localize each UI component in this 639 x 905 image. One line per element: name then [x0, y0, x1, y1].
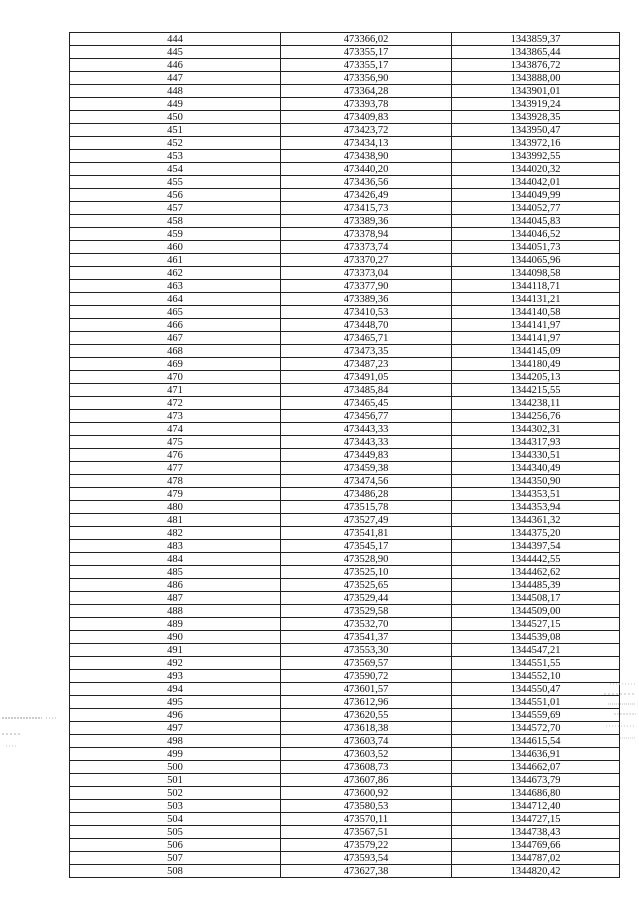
point-number-cell: 487	[70, 592, 281, 605]
y-coordinate-cell: 1344302,31	[452, 423, 620, 436]
y-coordinate-cell: 1344145,09	[452, 345, 620, 358]
point-number-cell: 485	[70, 566, 281, 579]
y-coordinate-cell: 1344180,49	[452, 358, 620, 371]
x-coordinate-cell: 473570,11	[281, 813, 452, 826]
y-coordinate-cell: 1343865,44	[452, 46, 620, 59]
y-coordinate-cell: 1344397,54	[452, 540, 620, 553]
point-number-cell: 472	[70, 397, 281, 410]
point-number-cell: 478	[70, 475, 281, 488]
y-coordinate-cell: 1344215,55	[452, 384, 620, 397]
table-row	[70, 553, 620, 566]
point-number-cell: 484	[70, 553, 281, 566]
table-row	[70, 202, 620, 215]
y-coordinate-cell: 1344572,70	[452, 722, 620, 735]
x-coordinate-cell: 473370,27	[281, 254, 452, 267]
x-coordinate-cell: 473474,56	[281, 475, 452, 488]
point-number-cell: 497	[70, 722, 281, 735]
x-coordinate-cell: 473580,53	[281, 800, 452, 813]
x-coordinate-cell: 473473,35	[281, 345, 452, 358]
x-coordinate-cell: 473415,73	[281, 202, 452, 215]
y-coordinate-cell: 1344712,40	[452, 800, 620, 813]
x-coordinate-cell: 473410,53	[281, 306, 452, 319]
point-number-cell: 503	[70, 800, 281, 813]
point-number-cell: 458	[70, 215, 281, 228]
y-coordinate-cell: 1343901,01	[452, 85, 620, 98]
point-number-cell: 494	[70, 683, 281, 696]
table-row	[70, 397, 620, 410]
y-coordinate-cell: 1344098,58	[452, 267, 620, 280]
point-number-cell: 495	[70, 696, 281, 709]
y-coordinate-cell: 1344361,32	[452, 514, 620, 527]
x-coordinate-cell: 473491,05	[281, 371, 452, 384]
point-number-cell: 446	[70, 59, 281, 72]
point-number-cell: 455	[70, 176, 281, 189]
point-number-cell: 459	[70, 228, 281, 241]
table-row	[70, 137, 620, 150]
point-number-cell: 457	[70, 202, 281, 215]
x-coordinate-cell: 473486,28	[281, 488, 452, 501]
table-row	[70, 98, 620, 111]
x-coordinate-cell: 473620,55	[281, 709, 452, 722]
table-row	[70, 215, 620, 228]
y-coordinate-cell: 1344052,77	[452, 202, 620, 215]
y-coordinate-cell: 1343859,37	[452, 33, 620, 46]
point-number-cell: 450	[70, 111, 281, 124]
point-number-cell: 492	[70, 657, 281, 670]
x-coordinate-cell: 473393,78	[281, 98, 452, 111]
y-coordinate-cell: 1344140,58	[452, 306, 620, 319]
table-row	[70, 358, 620, 371]
y-coordinate-cell: 1344636,91	[452, 748, 620, 761]
table-row	[70, 592, 620, 605]
x-coordinate-cell: 473525,10	[281, 566, 452, 579]
table-row	[70, 579, 620, 592]
x-coordinate-cell: 473456,77	[281, 410, 452, 423]
y-coordinate-cell: 1344787,02	[452, 852, 620, 865]
table-row	[70, 657, 620, 670]
y-coordinate-cell: 1343972,16	[452, 137, 620, 150]
y-coordinate-cell: 1344118,71	[452, 280, 620, 293]
y-coordinate-cell: 1344353,51	[452, 488, 620, 501]
y-coordinate-cell: 1344662,07	[452, 761, 620, 774]
point-number-cell: 445	[70, 46, 281, 59]
table-row	[70, 683, 620, 696]
point-number-cell: 477	[70, 462, 281, 475]
y-coordinate-cell: 1344442,55	[452, 553, 620, 566]
x-coordinate-cell: 473569,57	[281, 657, 452, 670]
y-coordinate-cell: 1344042,01	[452, 176, 620, 189]
y-coordinate-cell: 1344485,39	[452, 579, 620, 592]
y-coordinate-cell: 1344065,96	[452, 254, 620, 267]
x-coordinate-cell: 473440,20	[281, 163, 452, 176]
x-coordinate-cell: 473443,33	[281, 423, 452, 436]
x-coordinate-cell: 473601,57	[281, 683, 452, 696]
table-row	[70, 800, 620, 813]
y-coordinate-cell: 1343919,24	[452, 98, 620, 111]
x-coordinate-cell: 473373,04	[281, 267, 452, 280]
y-coordinate-cell: 1344317,93	[452, 436, 620, 449]
table-row	[70, 306, 620, 319]
table-row	[70, 566, 620, 579]
point-number-cell: 488	[70, 605, 281, 618]
y-coordinate-cell: 1344131,21	[452, 293, 620, 306]
point-number-cell: 468	[70, 345, 281, 358]
table-row	[70, 735, 620, 748]
table-row	[70, 722, 620, 735]
point-number-cell: 489	[70, 618, 281, 631]
point-number-cell: 454	[70, 163, 281, 176]
table-row	[70, 501, 620, 514]
table-row	[70, 384, 620, 397]
point-number-cell: 470	[70, 371, 281, 384]
x-coordinate-cell: 473426,49	[281, 189, 452, 202]
point-number-cell: 481	[70, 514, 281, 527]
y-coordinate-cell: 1344256,76	[452, 410, 620, 423]
x-coordinate-cell: 473612,96	[281, 696, 452, 709]
y-coordinate-cell: 1343950,47	[452, 124, 620, 137]
y-coordinate-cell: 1344238,11	[452, 397, 620, 410]
point-number-cell: 482	[70, 527, 281, 540]
table-row	[70, 436, 620, 449]
y-coordinate-cell: 1344141,97	[452, 332, 620, 345]
x-coordinate-cell: 473465,45	[281, 397, 452, 410]
table-row	[70, 488, 620, 501]
x-coordinate-cell: 473545,17	[281, 540, 452, 553]
x-coordinate-cell: 473485,84	[281, 384, 452, 397]
x-coordinate-cell: 473459,38	[281, 462, 452, 475]
point-number-cell: 471	[70, 384, 281, 397]
x-coordinate-cell: 473529,44	[281, 592, 452, 605]
point-number-cell: 490	[70, 631, 281, 644]
y-coordinate-cell: 1344551,01	[452, 696, 620, 709]
point-number-cell: 496	[70, 709, 281, 722]
table-row	[70, 59, 620, 72]
x-coordinate-cell: 473355,17	[281, 46, 452, 59]
y-coordinate-cell: 1343928,35	[452, 111, 620, 124]
point-number-cell: 499	[70, 748, 281, 761]
y-coordinate-cell: 1344559,69	[452, 709, 620, 722]
coordinates-table	[69, 32, 620, 878]
coordinates-table-body	[70, 33, 620, 878]
point-number-cell: 500	[70, 761, 281, 774]
y-coordinate-cell: 1344615,54	[452, 735, 620, 748]
point-number-cell: 479	[70, 488, 281, 501]
x-coordinate-cell: 473443,33	[281, 436, 452, 449]
y-coordinate-cell: 1344375,20	[452, 527, 620, 540]
x-coordinate-cell: 473529,58	[281, 605, 452, 618]
table-row	[70, 761, 620, 774]
x-coordinate-cell: 473567,51	[281, 826, 452, 839]
table-row	[70, 475, 620, 488]
table-row	[70, 618, 620, 631]
y-coordinate-cell: 1344508,17	[452, 592, 620, 605]
x-coordinate-cell: 473355,17	[281, 59, 452, 72]
point-number-cell: 463	[70, 280, 281, 293]
point-number-cell: 448	[70, 85, 281, 98]
x-coordinate-cell: 473465,71	[281, 332, 452, 345]
table-row	[70, 254, 620, 267]
y-coordinate-cell: 1344020,32	[452, 163, 620, 176]
point-number-cell: 469	[70, 358, 281, 371]
table-row	[70, 46, 620, 59]
point-number-cell: 444	[70, 33, 281, 46]
y-coordinate-cell: 1344350,90	[452, 475, 620, 488]
x-coordinate-cell: 473448,70	[281, 319, 452, 332]
table-row	[70, 267, 620, 280]
point-number-cell: 506	[70, 839, 281, 852]
x-coordinate-cell: 473553,30	[281, 644, 452, 657]
table-row	[70, 644, 620, 657]
point-number-cell: 476	[70, 449, 281, 462]
point-number-cell: 493	[70, 670, 281, 683]
x-coordinate-cell: 473532,70	[281, 618, 452, 631]
table-row	[70, 696, 620, 709]
y-coordinate-cell: 1343876,72	[452, 59, 620, 72]
x-coordinate-cell: 473449,83	[281, 449, 452, 462]
point-number-cell: 466	[70, 319, 281, 332]
table-row	[70, 124, 620, 137]
point-number-cell: 508	[70, 865, 281, 878]
table-row	[70, 319, 620, 332]
table-row	[70, 293, 620, 306]
y-coordinate-cell: 1344738,43	[452, 826, 620, 839]
point-number-cell: 505	[70, 826, 281, 839]
point-number-cell: 451	[70, 124, 281, 137]
y-coordinate-cell: 1343888,00	[452, 72, 620, 85]
x-coordinate-cell: 473436,56	[281, 176, 452, 189]
point-number-cell: 498	[70, 735, 281, 748]
point-number-cell: 447	[70, 72, 281, 85]
y-coordinate-cell: 1344820,42	[452, 865, 620, 878]
x-coordinate-cell: 473515,78	[281, 501, 452, 514]
point-number-cell: 462	[70, 267, 281, 280]
y-coordinate-cell: 1344551,55	[452, 657, 620, 670]
y-coordinate-cell: 1343992,55	[452, 150, 620, 163]
y-coordinate-cell: 1344462,62	[452, 566, 620, 579]
point-number-cell: 502	[70, 787, 281, 800]
y-coordinate-cell: 1344049,99	[452, 189, 620, 202]
y-coordinate-cell: 1344552,10	[452, 670, 620, 683]
table-row	[70, 462, 620, 475]
x-coordinate-cell: 473541,81	[281, 527, 452, 540]
y-coordinate-cell: 1344205,13	[452, 371, 620, 384]
x-coordinate-cell: 473434,13	[281, 137, 452, 150]
table-row	[70, 85, 620, 98]
point-number-cell: 467	[70, 332, 281, 345]
table-row	[70, 410, 620, 423]
table-row	[70, 787, 620, 800]
x-coordinate-cell: 473600,92	[281, 787, 452, 800]
point-number-cell: 480	[70, 501, 281, 514]
table-row	[70, 839, 620, 852]
table-row	[70, 176, 620, 189]
x-coordinate-cell: 473603,52	[281, 748, 452, 761]
table-row	[70, 345, 620, 358]
point-number-cell: 449	[70, 98, 281, 111]
scan-artifact-right	[600, 680, 639, 760]
x-coordinate-cell: 473378,94	[281, 228, 452, 241]
y-coordinate-cell: 1344141,97	[452, 319, 620, 332]
x-coordinate-cell: 473527,49	[281, 514, 452, 527]
y-coordinate-cell: 1344727,15	[452, 813, 620, 826]
x-coordinate-cell: 473438,90	[281, 150, 452, 163]
x-coordinate-cell: 473356,90	[281, 72, 452, 85]
point-number-cell: 501	[70, 774, 281, 787]
table-row	[70, 228, 620, 241]
table-row	[70, 72, 620, 85]
point-number-cell: 452	[70, 137, 281, 150]
point-number-cell: 453	[70, 150, 281, 163]
x-coordinate-cell: 473528,90	[281, 553, 452, 566]
point-number-cell: 456	[70, 189, 281, 202]
x-coordinate-cell: 473389,36	[281, 293, 452, 306]
table-row	[70, 423, 620, 436]
table-row	[70, 540, 620, 553]
point-number-cell: 464	[70, 293, 281, 306]
y-coordinate-cell: 1344509,00	[452, 605, 620, 618]
y-coordinate-cell: 1344527,15	[452, 618, 620, 631]
table-row	[70, 605, 620, 618]
y-coordinate-cell: 1344673,79	[452, 774, 620, 787]
table-row	[70, 826, 620, 839]
x-coordinate-cell: 473389,36	[281, 215, 452, 228]
point-number-cell: 491	[70, 644, 281, 657]
point-number-cell: 475	[70, 436, 281, 449]
x-coordinate-cell: 473627,38	[281, 865, 452, 878]
y-coordinate-cell: 1344046,52	[452, 228, 620, 241]
table-row	[70, 514, 620, 527]
x-coordinate-cell: 473579,22	[281, 839, 452, 852]
table-row	[70, 189, 620, 202]
table-row	[70, 280, 620, 293]
table-row	[70, 332, 620, 345]
table-row	[70, 163, 620, 176]
point-number-cell: 486	[70, 579, 281, 592]
table-row	[70, 631, 620, 644]
table-row	[70, 111, 620, 124]
table-row	[70, 709, 620, 722]
table-row	[70, 371, 620, 384]
x-coordinate-cell: 473377,90	[281, 280, 452, 293]
x-coordinate-cell: 473373,74	[281, 241, 452, 254]
x-coordinate-cell: 473607,86	[281, 774, 452, 787]
table-row	[70, 852, 620, 865]
table-row	[70, 865, 620, 878]
point-number-cell: 461	[70, 254, 281, 267]
y-coordinate-cell: 1344539,08	[452, 631, 620, 644]
x-coordinate-cell: 473593,54	[281, 852, 452, 865]
table-row	[70, 33, 620, 46]
y-coordinate-cell: 1344051,73	[452, 241, 620, 254]
point-number-cell: 460	[70, 241, 281, 254]
table-row	[70, 774, 620, 787]
point-number-cell: 465	[70, 306, 281, 319]
y-coordinate-cell: 1344550,47	[452, 683, 620, 696]
y-coordinate-cell: 1344330,51	[452, 449, 620, 462]
point-number-cell: 504	[70, 813, 281, 826]
x-coordinate-cell: 473423,72	[281, 124, 452, 137]
x-coordinate-cell: 473618,38	[281, 722, 452, 735]
x-coordinate-cell: 473541,37	[281, 631, 452, 644]
table-row	[70, 813, 620, 826]
x-coordinate-cell: 473366,02	[281, 33, 452, 46]
y-coordinate-cell: 1344686,80	[452, 787, 620, 800]
y-coordinate-cell: 1344547,21	[452, 644, 620, 657]
table-row	[70, 449, 620, 462]
point-number-cell: 507	[70, 852, 281, 865]
table-row	[70, 748, 620, 761]
y-coordinate-cell: 1344340,49	[452, 462, 620, 475]
table-row	[70, 241, 620, 254]
x-coordinate-cell: 473590,72	[281, 670, 452, 683]
x-coordinate-cell: 473608,73	[281, 761, 452, 774]
y-coordinate-cell: 1344769,66	[452, 839, 620, 852]
table-row	[70, 670, 620, 683]
x-coordinate-cell: 473603,74	[281, 735, 452, 748]
point-number-cell: 474	[70, 423, 281, 436]
y-coordinate-cell: 1344353,94	[452, 501, 620, 514]
scan-artifact-left	[0, 712, 58, 772]
y-coordinate-cell: 1344045,83	[452, 215, 620, 228]
point-number-cell: 483	[70, 540, 281, 553]
table-row	[70, 527, 620, 540]
x-coordinate-cell: 473409,83	[281, 111, 452, 124]
x-coordinate-cell: 473525,65	[281, 579, 452, 592]
table-row	[70, 150, 620, 163]
x-coordinate-cell: 473487,23	[281, 358, 452, 371]
x-coordinate-cell: 473364,28	[281, 85, 452, 98]
point-number-cell: 473	[70, 410, 281, 423]
